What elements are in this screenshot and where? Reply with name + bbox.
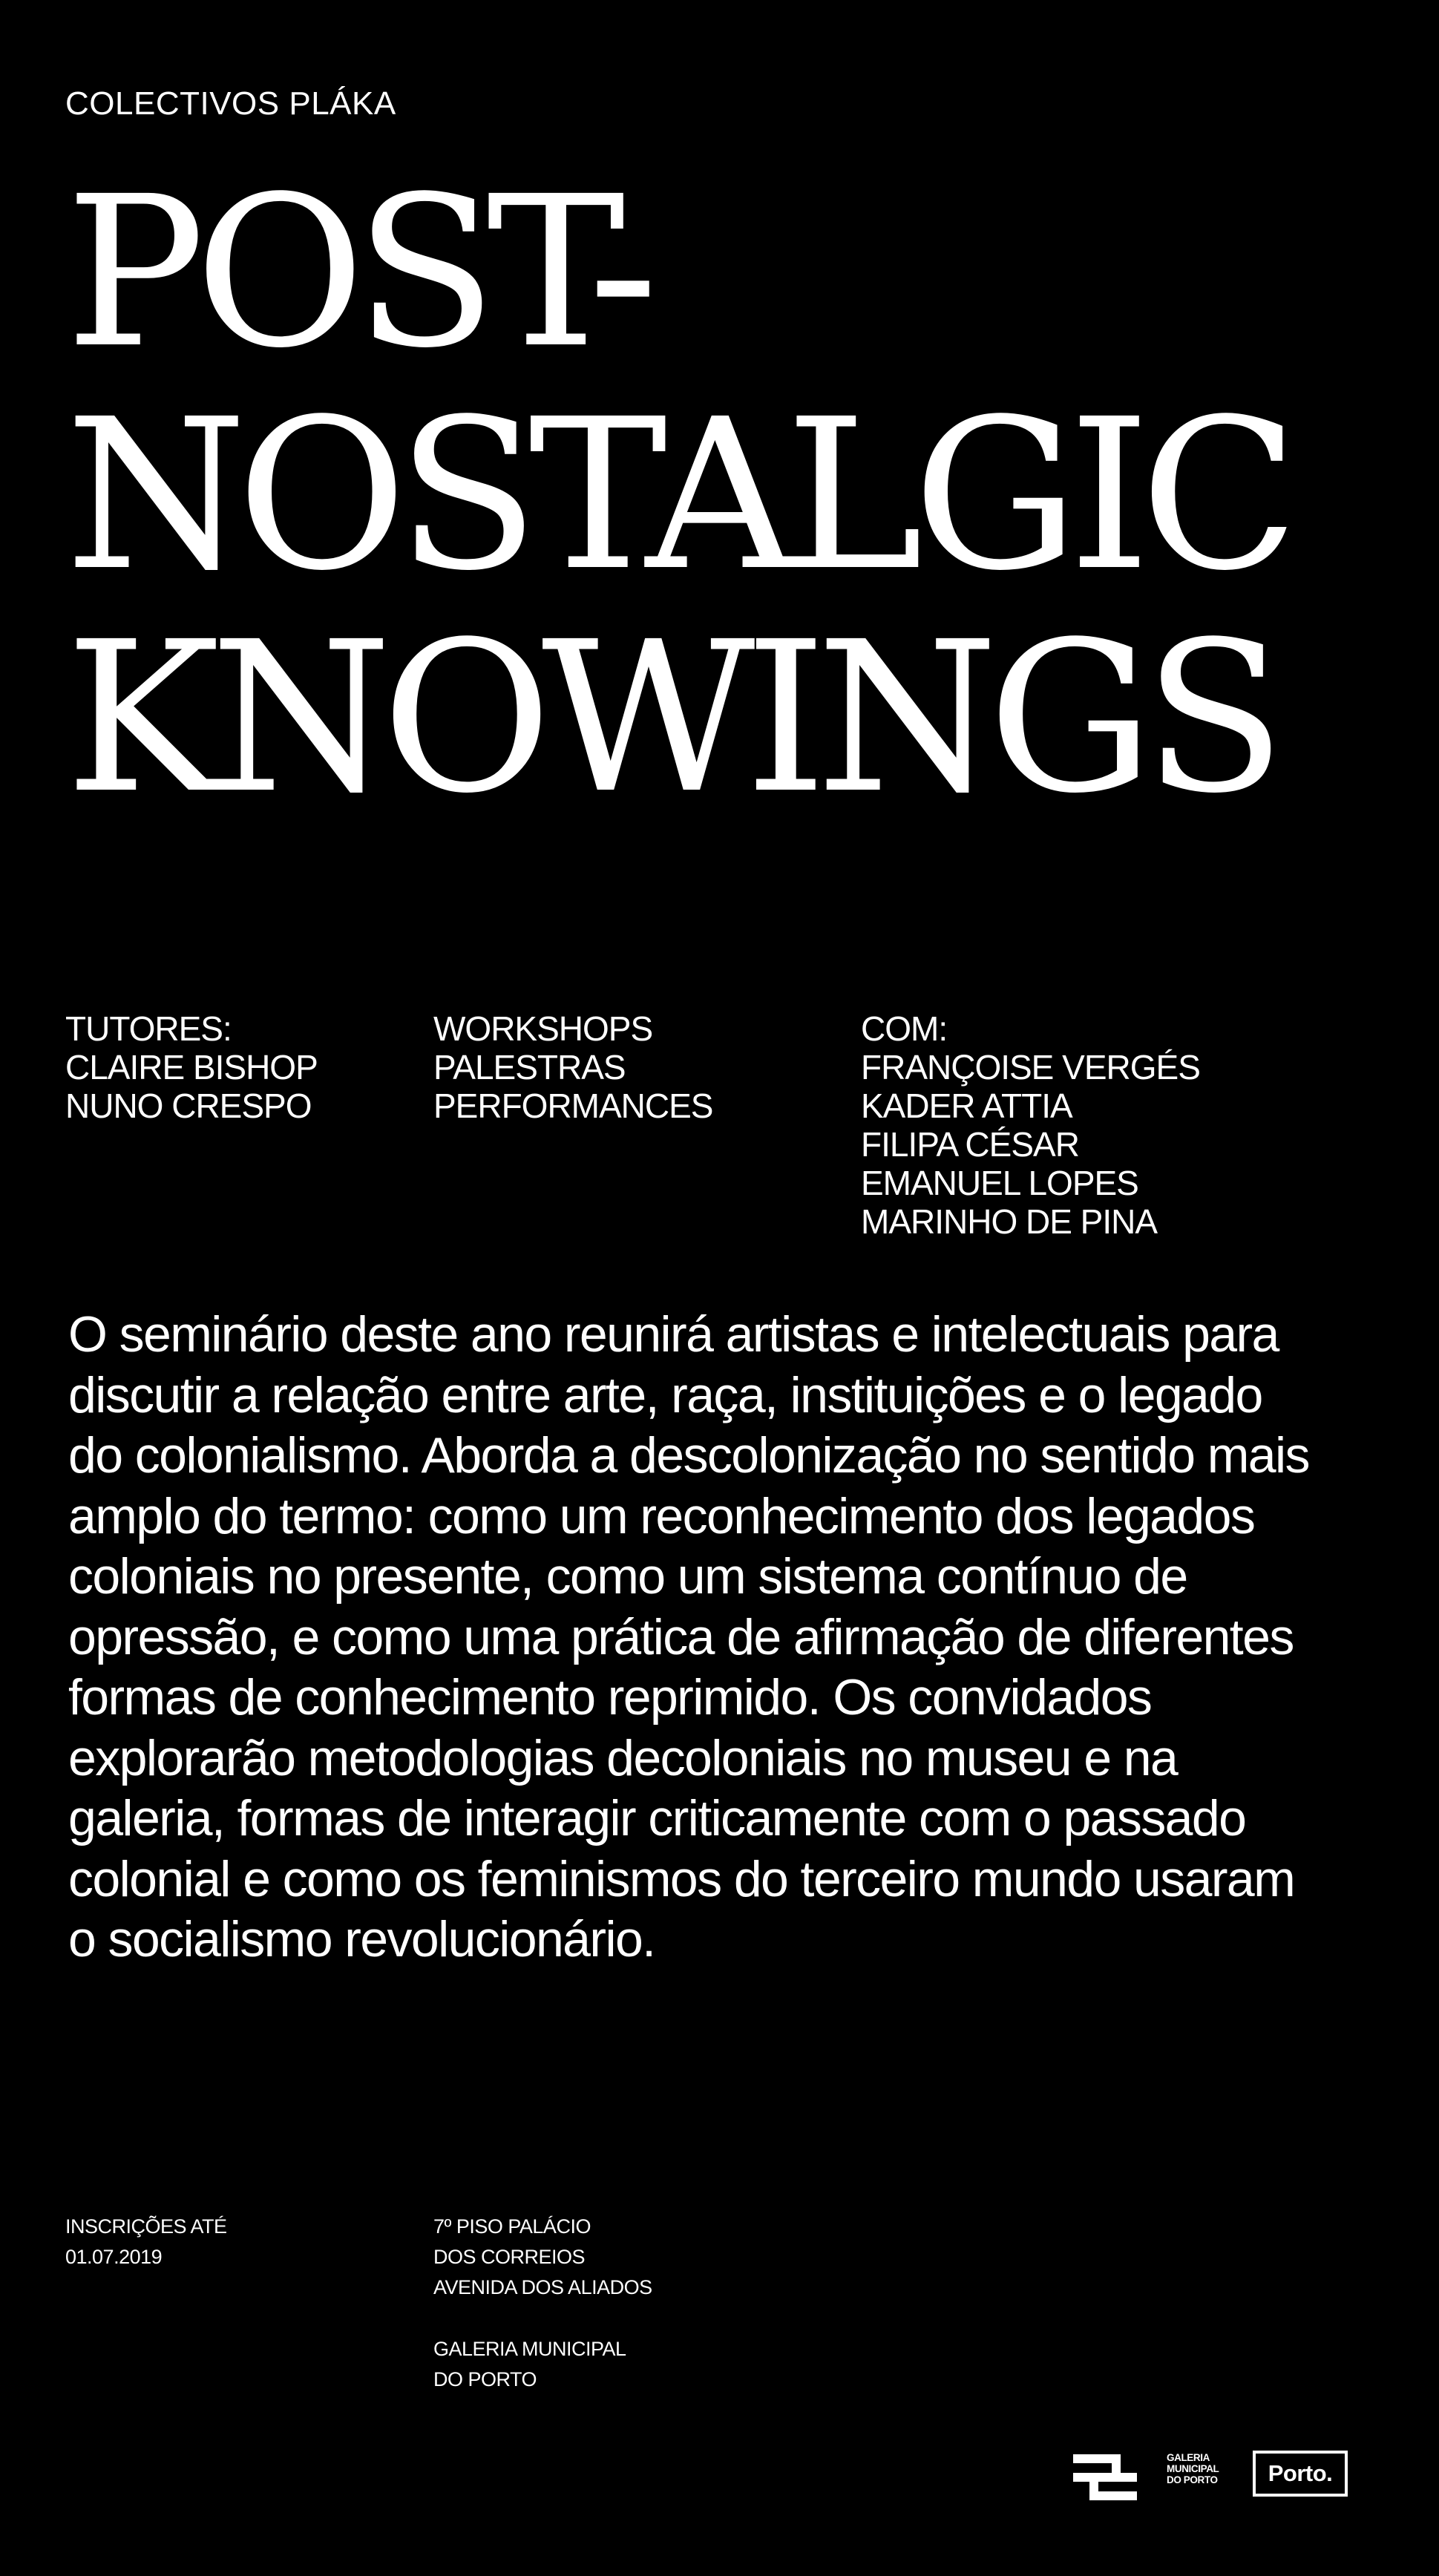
guests-block	[861, 1009, 1200, 1241]
tutors-block	[65, 1009, 318, 1125]
format-item: WORKSHOPS	[433, 1009, 653, 1048]
gallery-line: GALERIA MUNICIPAL	[433, 2338, 626, 2360]
guest-name: MARINHO DE PINA	[861, 1202, 1158, 1241]
address-line: AVENIDA DOS ALIADOS	[433, 2276, 652, 2298]
tutors-label: TUTORES:	[65, 1009, 232, 1048]
guest-name: KADER ATTIA	[861, 1087, 1072, 1125]
porto-logo: Porto.	[1253, 2451, 1348, 2497]
organizer-label: COLECTIVOS PLÁKA	[65, 85, 396, 122]
registration-date: 01.07.2019	[65, 2246, 163, 2268]
galeria-municipal-wordmark: GALERIA MUNICIPAL DO PORTO	[1167, 2452, 1219, 2485]
venue-address	[433, 2212, 652, 2303]
guests-label: COM:	[861, 1009, 948, 1048]
venue-gallery	[433, 2334, 626, 2395]
formats-block	[433, 1009, 712, 1125]
title-line-2: NOSTALGIC	[65, 375, 1289, 617]
galeria-municipal-symbol-icon	[1073, 2454, 1137, 2500]
tutor-name: NUNO CRESPO	[65, 1087, 312, 1125]
guest-name: EMANUEL LOPES	[861, 1164, 1138, 1202]
address-line: 7º PISO PALÁCIO	[433, 2215, 591, 2238]
title-line-1: POST-	[65, 152, 649, 394]
address-line: DOS CORREIOS	[433, 2246, 586, 2268]
format-item: PALESTRAS	[433, 1048, 626, 1087]
title-line-3: KNOWINGS	[65, 597, 1276, 839]
registration-block	[65, 2212, 227, 2272]
seminar-description: O seminário deste ano reunirá artistas e intelectuais para discutir a relação entre arte, raça, instituições e o legado do colonialismo. Aborda a descolonização no sentido mais amplo do termo: como um reconhecimento dos legados coloniais no presente, como um sistema contínuo de opressão, e como uma prática de afirmação de diferentes formas de conhecimento reprimido. Os convidados explorarão metodologias decoloniais no museu e na galeria, formas de interagir criticamente com o passado colonial e como os feminismos do terceiro mundo usaram o socialismo revolucionário.	[68, 1306, 1309, 1967]
tutor-name: CLAIRE BISHOP	[65, 1048, 318, 1087]
registration-label: INSCRIÇÕES ATÉ	[65, 2215, 227, 2238]
guest-name: FILIPA CÉSAR	[861, 1125, 1079, 1164]
guest-name: FRANÇOISE VERGÉS	[861, 1048, 1200, 1087]
format-item: PERFORMANCES	[433, 1087, 713, 1125]
gallery-line: DO PORTO	[433, 2368, 537, 2390]
poster-title	[65, 152, 1289, 839]
